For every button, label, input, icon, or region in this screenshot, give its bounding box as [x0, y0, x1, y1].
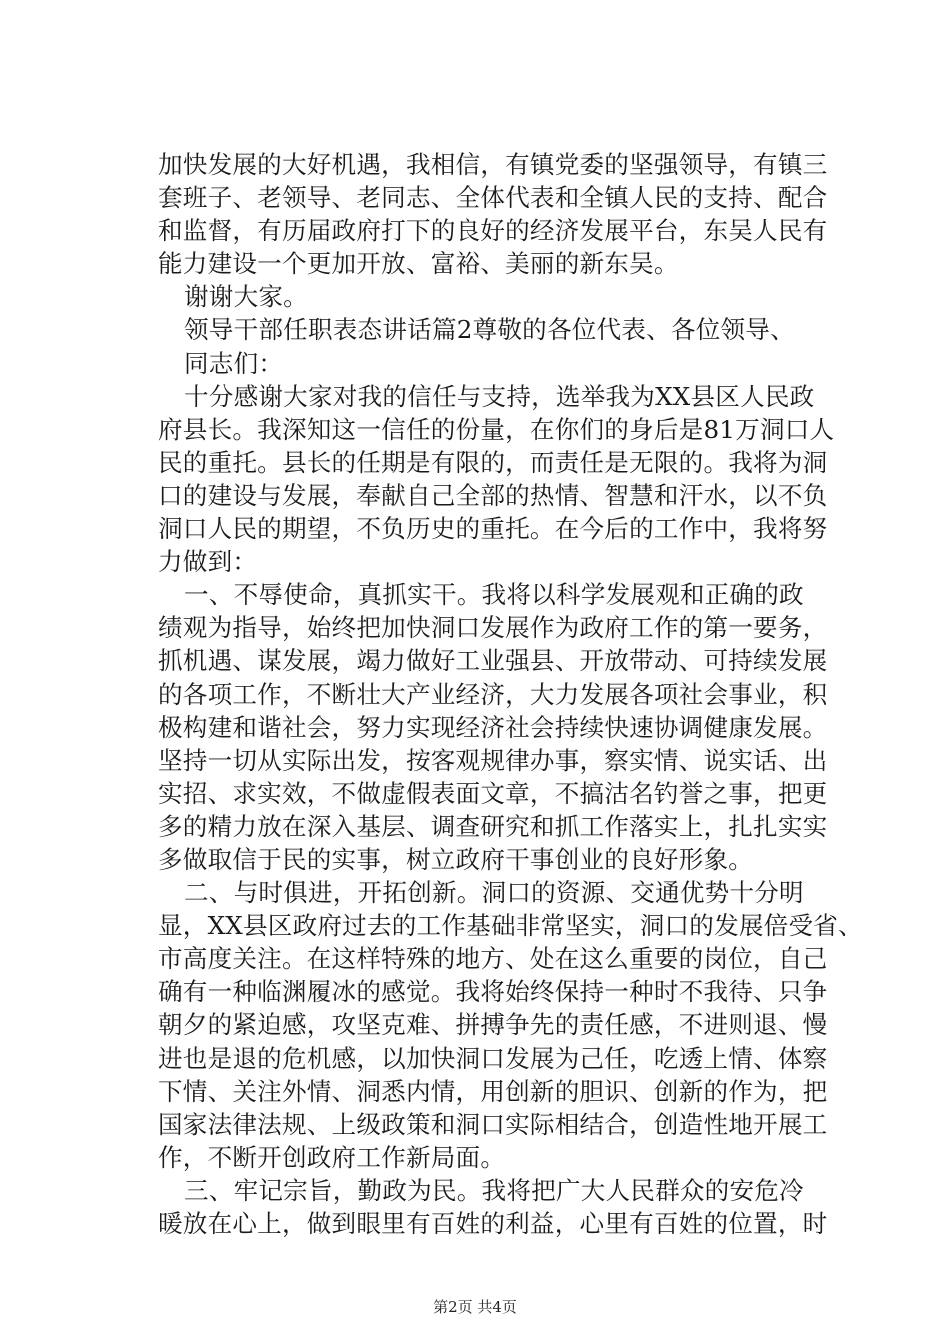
text-line: 二、与时俱进，开拓创新。洞口的资源、交通优势十分明: [184, 878, 804, 908]
text-line: 十分感谢大家对我的信任与支持，选举我为XX县区人民政: [184, 381, 815, 411]
text-line: 国家法律法规、上级政策和洞口实际相结合，创造性地开展工: [158, 1109, 828, 1139]
text-line: 同志们：: [184, 348, 284, 378]
text-line: 朝夕的紧迫感，攻坚克难、拼搏争先的责任感，不进则退、慢: [158, 1010, 828, 1040]
text-line: 绩观为指导，始终把加快洞口发展作为政府工作的第一要务，: [158, 613, 828, 643]
text-line: 实招、求实效，不做虚假表面文章，不搞沽名钓誉之事，把更: [158, 778, 828, 808]
text-line: 市高度关注。在这样特殊的地方、处在这么重要的岗位，自己: [158, 944, 828, 974]
text-line: 坚持一切从实际出发，按客观规律办事，察实情、说实话、出: [158, 745, 828, 775]
page-number-footer: 第2页 共4页: [433, 1298, 517, 1316]
text-line: 暖放在心上，做到眼里有百姓的利益，心里有百姓的位置，时: [158, 1209, 828, 1238]
text-line: 的各项工作，不断壮大产业经济，大力发展各项社会事业，积: [158, 679, 828, 709]
text-line: 能力建设一个更加开放、富裕、美丽的新东吴。: [158, 249, 679, 279]
text-line: 进也是退的危机感，以加快洞口发展为己任，吃透上情、体察: [158, 1043, 828, 1073]
text-line: 显，XX县区政府过去的工作基础非常坚实，洞口的发展倍受省、: [158, 911, 863, 941]
document-body: [158, 148, 863, 1240]
text-line: 确有一种临渊履冰的感觉。我将始终保持一种时不我待、只争: [158, 977, 828, 1007]
text-line: 多做取信于民的实事，树立政府干事创业的良好形象。: [158, 844, 754, 874]
text-line: 一、不辱使命，真抓实干。我将以科学发展观和正确的政: [184, 580, 804, 610]
text-line: 和监督，有历届政府打下的良好的经济发展平台，东吴人民有: [158, 216, 828, 246]
text-line: 府县长。我深知这一信任的份量，在你们的身后是81万洞口人: [158, 414, 835, 444]
text-line: 民的重托。县长的任期是有限的，而责任是无限的。我将为洞: [158, 447, 828, 477]
text-line: 谢谢大家。: [184, 282, 308, 312]
text-line: 力做到：: [158, 547, 258, 577]
text-line: 作，不断开创政府工作新局面。: [158, 1142, 506, 1172]
text-line: 口的建设与发展，奉献自己全部的热情、智慧和汗水，以不负: [158, 480, 828, 510]
text-line: 三、牢记宗旨，勤政为民。我将把广大人民群众的安危冷: [184, 1175, 804, 1205]
text-line: 领导干部任职表态讲话篇2尊敬的各位代表、各位领导、: [184, 315, 795, 345]
text-line: 多的精力放在深入基层、调查研究和抓工作落实上，扎扎实实: [158, 811, 828, 841]
text-line: 下情、关注外情、洞悉内情，用创新的胆识、创新的作为，把: [158, 1076, 828, 1106]
text-line: 抓机遇、谋发展，竭力做好工业强县、开放带动、可持续发展: [158, 646, 828, 676]
text-line: 洞口人民的期望，不负历史的重托。在今后的工作中，我将努: [158, 514, 828, 544]
text-line: 加快发展的大好机遇，我相信，有镇党委的坚强领导，有镇三: [158, 150, 828, 179]
text-line: 极构建和谐社会，努力实现经济社会持续快速协调健康发展。: [158, 712, 828, 742]
text-line: 套班子、老领导、老同志、全体代表和全镇人民的支持、配合: [158, 183, 828, 213]
